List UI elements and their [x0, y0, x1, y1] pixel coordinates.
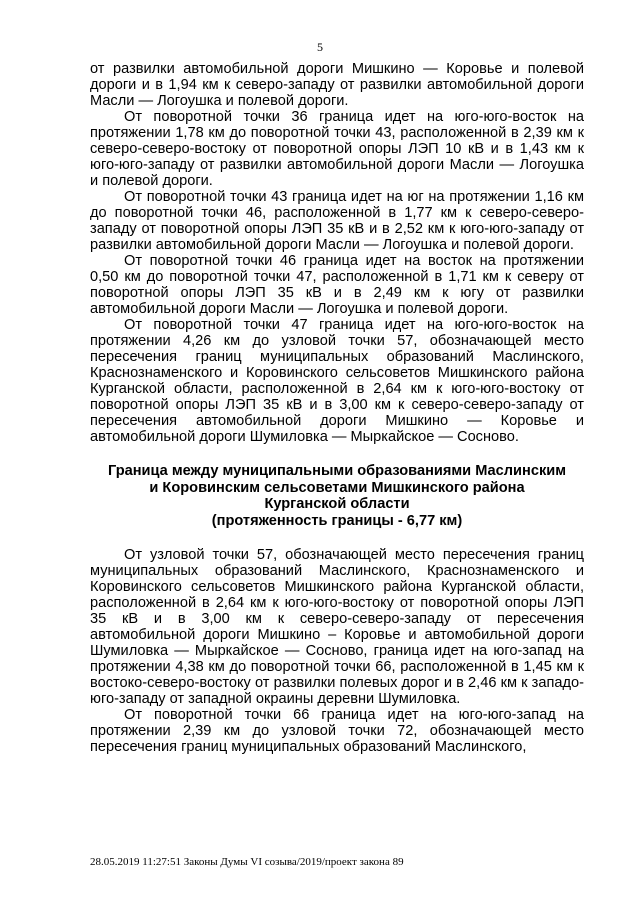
- spacer: [90, 529, 584, 547]
- footer-stamp: 28.05.2019 11:27:51 Законы Думы VI созыва/2019/проект закона 89: [90, 856, 404, 868]
- heading-line: и Коровинским сельсоветами Мишкинского района: [149, 479, 525, 496]
- paragraph: От узловой точки 57, обозначающей место пересечения границ муниципальных образований Маслинского, Краснознаменского и Коровинского сельсоветов Мишкинского района Курганской области, расположенной в 2,64 км к юго-юго-востоку от поворотной опоры ЛЭП 35 кВ и в 3,00 км к северо-северо-западу от пересечения автомобильной дороги Мишкино – Коровье и автомобильной дороги Шумиловка — Мыркайское — Сосново, граница идет на юго-запад на протяжении 4,38 км до поворотной точки 66, расположенной в 1,45 км к востоко-северо-востоку от развилки полевых дорог и в 2,46 км к западо-юго-западу от западной окраины деревни Шумиловка.: [90, 547, 584, 708]
- document-body: [90, 61, 584, 755]
- section-heading: [90, 463, 584, 529]
- heading-line: Курганской области: [264, 496, 410, 513]
- paragraph: От поворотной точки 47 граница идет на юго-юго-восток на протяжении 4,26 км до узловой точки 57, обозначающей место пересечения границ муниципальных образований Маслинского, Краснознаменского и Коровинского сельсоветов Мишкинского района Курганской области, расположенной в 2,64 км к юго-юго-востоку от поворотной опоры ЛЭП 35 кВ и в 3,00 км к северо-северо-западу от пересечения автомобильной дороги Мишкино — Коровье и автомобильной дороги Шумиловка — Мыркайское — Сосново.: [90, 317, 584, 445]
- paragraph: От поворотной точки 36 граница идет на юго-юго-восток на протяжении 1,78 км до поворотной точки 43, расположенной в 2,39 км к северо-северо-востоку от поворотной опоры ЛЭП 10 кВ и в 1,43 км к юго-юго-западу от развилки автомобильной дороги Масли — Логоушка и полевой дороги.: [90, 109, 584, 189]
- heading-line: Граница между муниципальными образованиями Маслинским: [107, 463, 567, 479]
- paragraph: От поворотной точки 43 граница идет на юг на протяжении 1,16 км до поворотной точки 46, расположенной в 1,77 км к северо-северо-западу от поворотной опоры ЛЭП 35 кВ и в 2,52 км к юго-юго-западу от развилки автомобильной дороги Масли — Логоушка и полевой дороги.: [90, 189, 584, 253]
- paragraph: от развилки автомобильной дороги Мишкино — Коровье и полевой дороги и в 1,94 км к северо-западу от развилки автомобильной дороги Масли — Логоушка и полевой дороги.: [90, 61, 584, 109]
- paragraph: От поворотной точки 66 граница идет на юго-юго-запад на протяжении 2,39 км до узловой точки 72, обозначающей место пересечения границ муниципальных образований Маслинского,: [90, 707, 584, 756]
- heading-line: (протяженность границы - 6,77 км): [211, 512, 463, 529]
- paragraph: От поворотной точки 46 граница идет на восток на протяжении 0,50 км до поворотной точки 47, расположенной в 1,71 км к северу от поворотной опоры ЛЭП 35 кВ и в 2,49 км к югу от развилки автомобильной дороги Масли — Логоушка и полевой дороги.: [90, 253, 584, 317]
- page-number: 5: [317, 40, 323, 54]
